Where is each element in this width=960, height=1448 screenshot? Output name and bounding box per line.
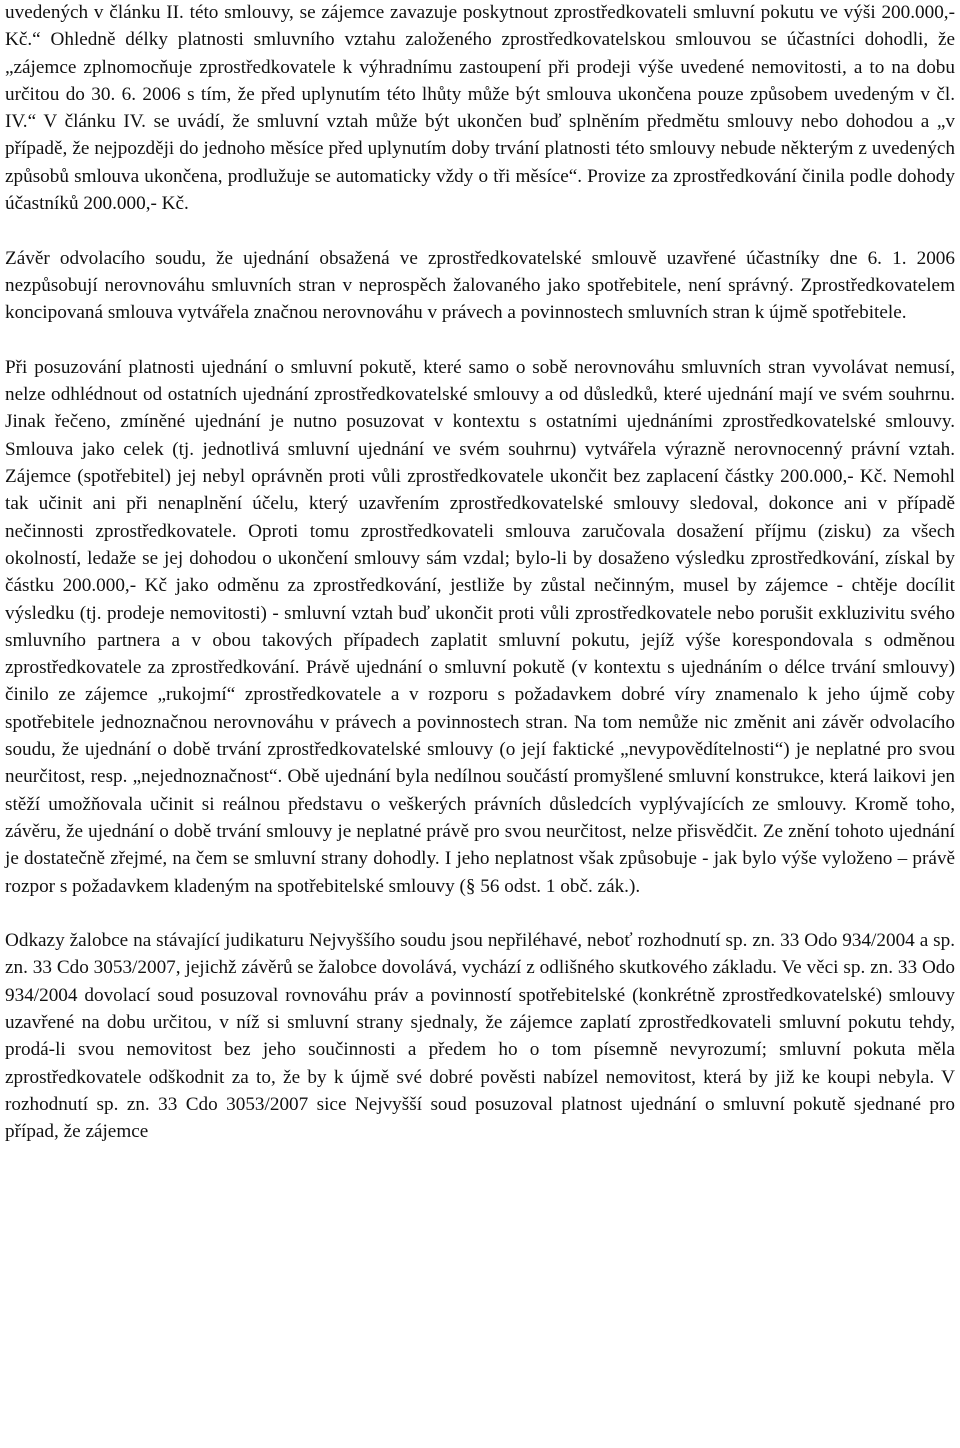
paragraph-contract-terms: uvedených v článku II. této smlouvy, se zájemce zavazuje poskytnout zprostředkovateli smluvní pokutu ve výši 200.000,- Kč.“ Ohledně délky platnosti smluvního vztahu založeného zprostředkovatelskou smlouvou se účastníci dohodli, že „zájemce zplnomocňuje zprostředkovatele k výhradnímu zastoupení při prodeji výše uvedené nemovitosti, a to na dobu určitou do 30. 6. 2006 s tím, že před uplynutím této lhůty může být smlouva ukončena pouze způsobem uvedeným v čl. IV.“ V článku IV. se uvádí, že smluvní vztah může být ukončen buď splněním předmětu smlouvy nebo dohodou a „v případě, že nejpozději do jednoho měsíce před uplynutím doby trvání platnosti této smlouvy nebude některým z uvedených způsobů smlouva ukončena, prodlužuje se automaticky vždy o tři měsíce“. Provize za zprostředkování činila podle dohody účastníků 200.000,- Kč. — [5, 2, 955, 215]
paragraph-appeal-court-conclusion: Závěr odvolacího soudu, že ujednání obsažená ve zprostředkovatelské smlouvě uzavřené účastníky dne 6. 1. 2006 nezpůsobují nerovnováhu smluvních stran v neprospěch žalovaného jako spotřebitele, není správný. Zprostředkovatelem koncipovaná smlouva vytvářela značnou nerovnováhu v právech a povinnostech smluvních stran k újmě spotřebitele. — [5, 247, 955, 324]
document-page — [5, 0, 955, 1448]
paragraph-case-law-references: Odkazy žalobce na stávající judikaturu Nejvyššího soudu jsou nepřiléhavé, neboť rozhodnutí sp. zn. 33 Odo 934/2004 a sp. zn. 33 Cdo 3053/2007, jejichž závěrů se žalobce dovolává, vychází z odlišného skutkového základu. Ve věci sp. zn. 33 Odo 934/2004 dovolací soud posuzoval rovnováhu práv a povinností spotřebitelské (konkrétně zprostředkovatelské) smlouvy uzavřené na dobu určitou, v níž si smluvní strany sjednaly, že zájemce zaplatí zprostředkovateli smluvní pokutu tehdy, prodá-li svou nemovitost bez jeho součinnosti a předem ho o tom písemně nevyrozumí; smluvní pokuta měla zprostředkovatele odškodnit za to, že by k újmě své dobré pověsti nabízel nemovitost, která by již ke koupi nebyla. V rozhodnutí sp. zn. 33 Cdo 3053/2007 sice Nejvyšší soud posuzoval platnost ujednání o smluvní pokutě sjednané pro případ, že zájemce — [5, 930, 955, 1143]
paragraph-penalty-assessment: Při posuzování platnosti ujednání o smluvní pokutě, které samo o sobě nerovnováhu smluvních stran vyvolávat nemusí, nelze odhlédnout od ostatních ujednání zprostředkovatelské smlouvy a od důsledků, které ujednání mají ve svém souhrnu. Jinak řečeno, zmíněné ujednání je nutno posuzovat v kontextu s ostatními ujednáními zprostředkovatelské smlouvy. Smlouva jako celek (tj. jednotlivá smluvní ujednání ve svém souhrnu) vytvářela výrazně nerovnocenný právní vztah. Zájemce (spotřebitel) jej nebyl oprávněn proti vůli zprostředkovatele ukončit bez zaplacení částky 200.000,- Kč. Nemohl tak učinit ani při nenaplnění účelu, který uzavřením zprostředkovatelské smlouvy sledoval, dokonce ani v případě nečinnosti zprostředkovatele. Oproti tomu zprostředkovateli smlouva zaručovala dosažení příjmu (zisku) za všech okolností, ledaže se jej dohodou o ukončení smlouvy sám vzdal; bylo-li by dosaženo výsledku zprostředkování, získal by částku 200.000,- Kč jako odměnu za zprostředkování, jestliže by zůstal nečinným, musel by zájemce - chtěje docílit výsledku (tj. prodeje nemovitosti) - smluvní vztah buď ukončit proti vůli zprostředkovatele nebo porušit exkluzivitu svého smluvního partnera a v obou takových případech zaplatit smluvní pokutu, jejíž výše korespondovala s odměnou zprostředkovatele za zprostředkování. Právě ujednání o smluvní pokutě (v kontextu s ujednáním o délce trvání smlouvy) činilo ze zájemce „rukojmí“ zprostředkovatele a v rozporu s požadavkem dobré víry znamenalo k jeho újmě coby spotřebitele jednoznačnou nerovnováhu v právech a povinnostech stran. Na tom nemůže nic změnit ani závěr odvolacího soudu, že ujednání o době trvání zprostředkovatelské smlouvy (o její faktické „nevypovědítelnosti“) je neplatné pro svou neurčitost, resp. „nejednoznačnost“. Obě ujednání byla nedílnou součástí promyšlené smluvní konstrukce, která laikovi jen stěží umožňovala učinit si reálnou představu o veškerých právních důsledcích vyplývajících ze smlouvy. Kromě toho, závěru, že ujednání o době trvání smlouvy je neplatné právě pro svou neurčitost, nelze přisvědčit. Ze znění tohoto ujednání je dostatečně zřejmé, na čem se smluvní strany dohodly. I jeho neplatnost však způsobuje - jak bylo výše vyloženo – právě rozpor s požadavkem kladeným na spotřebitelské smlouvy (§ 56 odst. 1 obč. zák.). — [5, 356, 955, 897]
